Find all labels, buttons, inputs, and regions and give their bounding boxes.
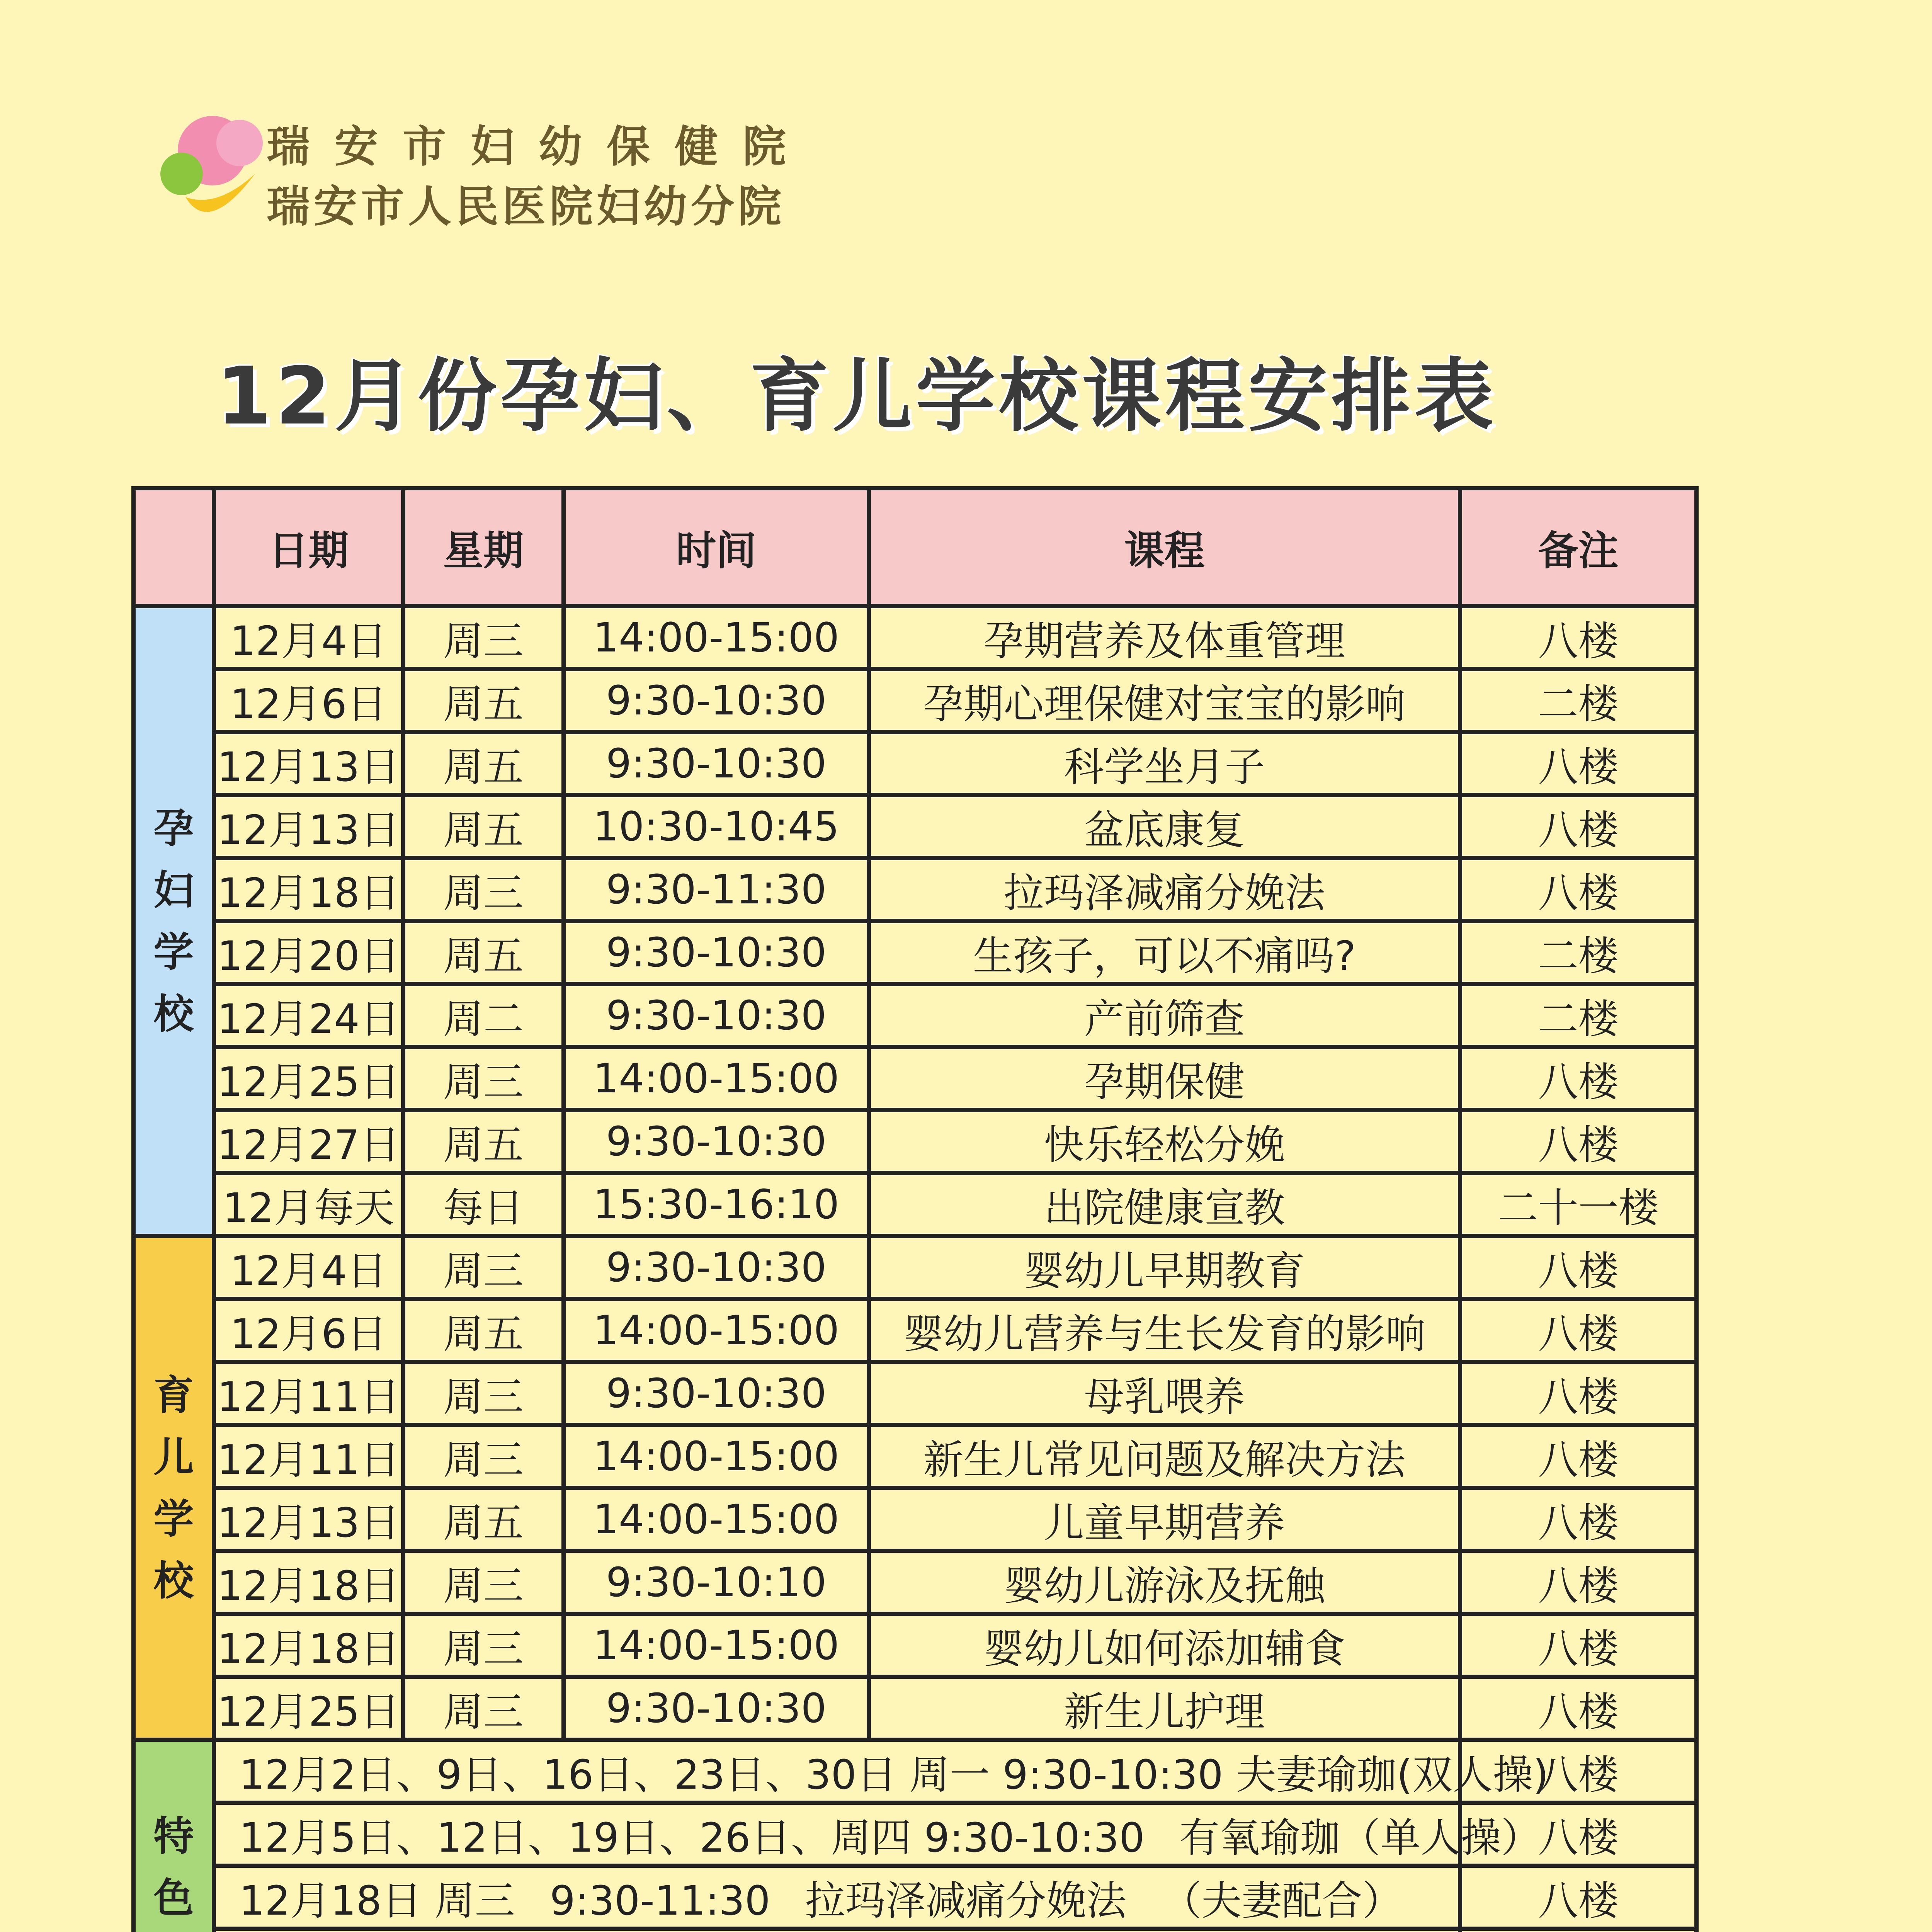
time-cell: 14:00-15:00 — [564, 1299, 869, 1362]
course-cell: 儿童早期营养 — [869, 1488, 1460, 1551]
time-cell: 14:00-15:00 — [564, 1047, 869, 1110]
note-cell: 八楼 — [1460, 732, 1697, 795]
section-label-prenatal: 孕 妇 学 校 — [134, 606, 214, 1236]
header-course: 课程 — [869, 488, 1460, 606]
table-row — [134, 1110, 1697, 1173]
weekday-cell: 周三 — [403, 606, 564, 669]
course-cell: 科学坐月子 — [869, 732, 1460, 795]
weekday-cell: 周二 — [403, 984, 564, 1047]
date-cell: 12月每天 — [214, 1173, 403, 1236]
course-cell: 快乐轻松分娩 — [869, 1110, 1460, 1173]
course-cell: 生孩子，可以不痛吗? — [869, 921, 1460, 984]
note-cell: 八楼 — [1460, 1677, 1697, 1740]
course-cell: 母乳喂养 — [869, 1362, 1460, 1425]
section-label-parenting: 育 儿 学 校 — [134, 1236, 214, 1740]
time-cell: 9:30-11:30 — [564, 858, 869, 921]
date-cell: 12月13日 — [214, 1488, 403, 1551]
date-cell: 12月27日 — [214, 1110, 403, 1173]
table-header-row — [134, 488, 1697, 606]
weekday-cell: 周三 — [403, 1236, 564, 1299]
note-cell: 八楼 — [1460, 1110, 1697, 1173]
date-cell: 12月13日 — [214, 795, 403, 858]
note-cell: 八楼 — [1460, 1425, 1697, 1488]
table-row — [134, 1929, 1697, 1932]
date-cell: 12月4日 — [214, 1236, 403, 1299]
note-cell: 八楼 — [1460, 858, 1697, 921]
time-cell: 9:30-10:30 — [564, 1677, 869, 1740]
weekday-cell: 周三 — [403, 1551, 564, 1614]
date-cell: 12月11日 — [214, 1425, 403, 1488]
course-cell: 婴幼儿如何添加辅食 — [869, 1614, 1460, 1677]
table-row — [134, 1488, 1697, 1551]
table-row — [134, 669, 1697, 732]
time-cell: 9:30-10:30 — [564, 984, 869, 1047]
note-cell: 二十一楼 — [1460, 1173, 1697, 1236]
section-label-special: 特 色 — [134, 1740, 214, 1932]
date-cell: 12月11日 — [214, 1362, 403, 1425]
weekday-cell: 周五 — [403, 921, 564, 984]
date-cell: 12月25日 — [214, 1677, 403, 1740]
table-row — [134, 1173, 1697, 1236]
time-cell: 10:30-10:45 — [564, 795, 869, 858]
header-blank-cell — [134, 488, 214, 606]
course-cell: 婴幼儿营养与生长发育的影响 — [869, 1299, 1460, 1362]
date-cell: 12月24日 — [214, 984, 403, 1047]
table-row — [134, 732, 1697, 795]
table-row — [134, 1740, 1697, 1803]
note-cell: 八楼 — [1460, 1551, 1697, 1614]
course-cell: 产前筛查 — [869, 984, 1460, 1047]
weekday-cell: 周三 — [403, 1425, 564, 1488]
time-cell: 9:30-10:30 — [564, 669, 869, 732]
note-cell: 八楼 — [1460, 606, 1697, 669]
weekday-cell: 周五 — [403, 1110, 564, 1173]
table-row — [134, 1047, 1697, 1110]
table-row — [134, 606, 1697, 669]
special-course-cell — [214, 1929, 1460, 1932]
course-cell: 孕期保健 — [869, 1047, 1460, 1110]
weekday-cell: 周三 — [403, 1677, 564, 1740]
note-cell: 二楼 — [1460, 984, 1697, 1047]
time-cell: 9:30-10:30 — [564, 1236, 869, 1299]
weekday-cell: 周三 — [403, 1362, 564, 1425]
course-cell: 婴幼儿游泳及抚触 — [869, 1551, 1460, 1614]
course-cell: 出院健康宣教 — [869, 1173, 1460, 1236]
course-cell: 孕期营养及体重管理 — [869, 606, 1460, 669]
table-row — [134, 1803, 1697, 1866]
page-title: 12月份孕妇、育儿学校课程安排表 — [216, 350, 1498, 442]
table-row — [134, 1425, 1697, 1488]
weekday-cell: 每日 — [403, 1173, 564, 1236]
date-cell: 12月18日 — [214, 1614, 403, 1677]
course-cell: 新生儿常见问题及解决方法 — [869, 1425, 1460, 1488]
weekday-cell: 周五 — [403, 1488, 564, 1551]
special-course-cell: 12月2日、9日、16日、23日、30日 周一 9:30-10:30 夫妻瑜珈(双人操) — [214, 1740, 1460, 1803]
course-cell: 盆底康复 — [869, 795, 1460, 858]
header-time: 时间 — [564, 488, 869, 606]
note-cell: 八楼 — [1460, 1236, 1697, 1299]
note-cell: 二楼 — [1460, 921, 1697, 984]
course-cell: 婴幼儿早期教育 — [869, 1236, 1460, 1299]
date-cell: 12月4日 — [214, 606, 403, 669]
note-cell: 八楼 — [1460, 1866, 1697, 1929]
weekday-cell: 周三 — [403, 1047, 564, 1110]
special-course-cell: 12月5日、12日、19日、26日、周四 9:30-10:30 有氧瑜珈（单人操） — [214, 1803, 1460, 1866]
note-cell: 八楼 — [1460, 1047, 1697, 1110]
table-row — [134, 1866, 1697, 1929]
date-cell: 12月6日 — [214, 1299, 403, 1362]
time-cell: 14:00-15:00 — [564, 606, 869, 669]
header-weekday: 星期 — [403, 488, 564, 606]
course-schedule-table — [131, 486, 1699, 1932]
note-cell: 八楼 — [1460, 1299, 1697, 1362]
weekday-cell: 周五 — [403, 1299, 564, 1362]
time-cell: 15:30-16:10 — [564, 1173, 869, 1236]
table-row — [134, 984, 1697, 1047]
table-row — [134, 1236, 1697, 1299]
table-row — [134, 795, 1697, 858]
note-cell: 八楼 — [1460, 1740, 1697, 1803]
time-cell: 9:30-10:10 — [564, 1551, 869, 1614]
weekday-cell: 周三 — [403, 858, 564, 921]
note-cell: 八楼 — [1460, 1362, 1697, 1425]
date-cell: 12月25日 — [214, 1047, 403, 1110]
date-cell: 12月18日 — [214, 1551, 403, 1614]
date-cell: 12月13日 — [214, 732, 403, 795]
table-row — [134, 1551, 1697, 1614]
hospital-logo-icon — [155, 108, 282, 236]
time-cell: 14:00-15:00 — [564, 1488, 869, 1551]
course-cell: 孕期心理保健对宝宝的影响 — [869, 669, 1460, 732]
weekday-cell: 周五 — [403, 732, 564, 795]
course-cell: 新生儿护理 — [869, 1677, 1460, 1740]
table-row — [134, 1362, 1697, 1425]
time-cell: 9:30-10:30 — [564, 1110, 869, 1173]
note-cell: 二楼 — [1460, 669, 1697, 732]
note-cell: 八楼 — [1460, 1614, 1697, 1677]
table-row — [134, 921, 1697, 984]
weekday-cell: 周五 — [403, 669, 564, 732]
time-cell: 9:30-10:30 — [564, 921, 869, 984]
org-name-secondary: 瑞安市人民医院妇幼分院 — [267, 181, 785, 232]
time-cell: 9:30-10:30 — [564, 1362, 869, 1425]
date-cell: 12月20日 — [214, 921, 403, 984]
header-note: 备注 — [1460, 488, 1697, 606]
note-cell: 八楼 — [1460, 795, 1697, 858]
note-cell: 八楼 — [1460, 1803, 1697, 1866]
date-cell: 12月6日 — [214, 669, 403, 732]
note-cell: 八楼 — [1460, 1488, 1697, 1551]
org-name-primary: 瑞安市妇幼保健院 — [267, 121, 811, 172]
time-cell: 14:00-15:00 — [564, 1614, 869, 1677]
weekday-cell: 周三 — [403, 1614, 564, 1677]
course-cell: 拉玛泽减痛分娩法 — [869, 858, 1460, 921]
header-date: 日期 — [214, 488, 403, 606]
table-row — [134, 858, 1697, 921]
table-row — [134, 1299, 1697, 1362]
table-row — [134, 1614, 1697, 1677]
special-course-cell: 12月18日 周三 9:30-11:30 拉玛泽减痛分娩法 （夫妻配合） — [214, 1866, 1460, 1929]
time-cell: 14:00-15:00 — [564, 1425, 869, 1488]
time-cell: 9:30-10:30 — [564, 732, 869, 795]
note-cell — [1460, 1929, 1697, 1932]
date-cell: 12月18日 — [214, 858, 403, 921]
table-row — [134, 1677, 1697, 1740]
weekday-cell: 周五 — [403, 795, 564, 858]
